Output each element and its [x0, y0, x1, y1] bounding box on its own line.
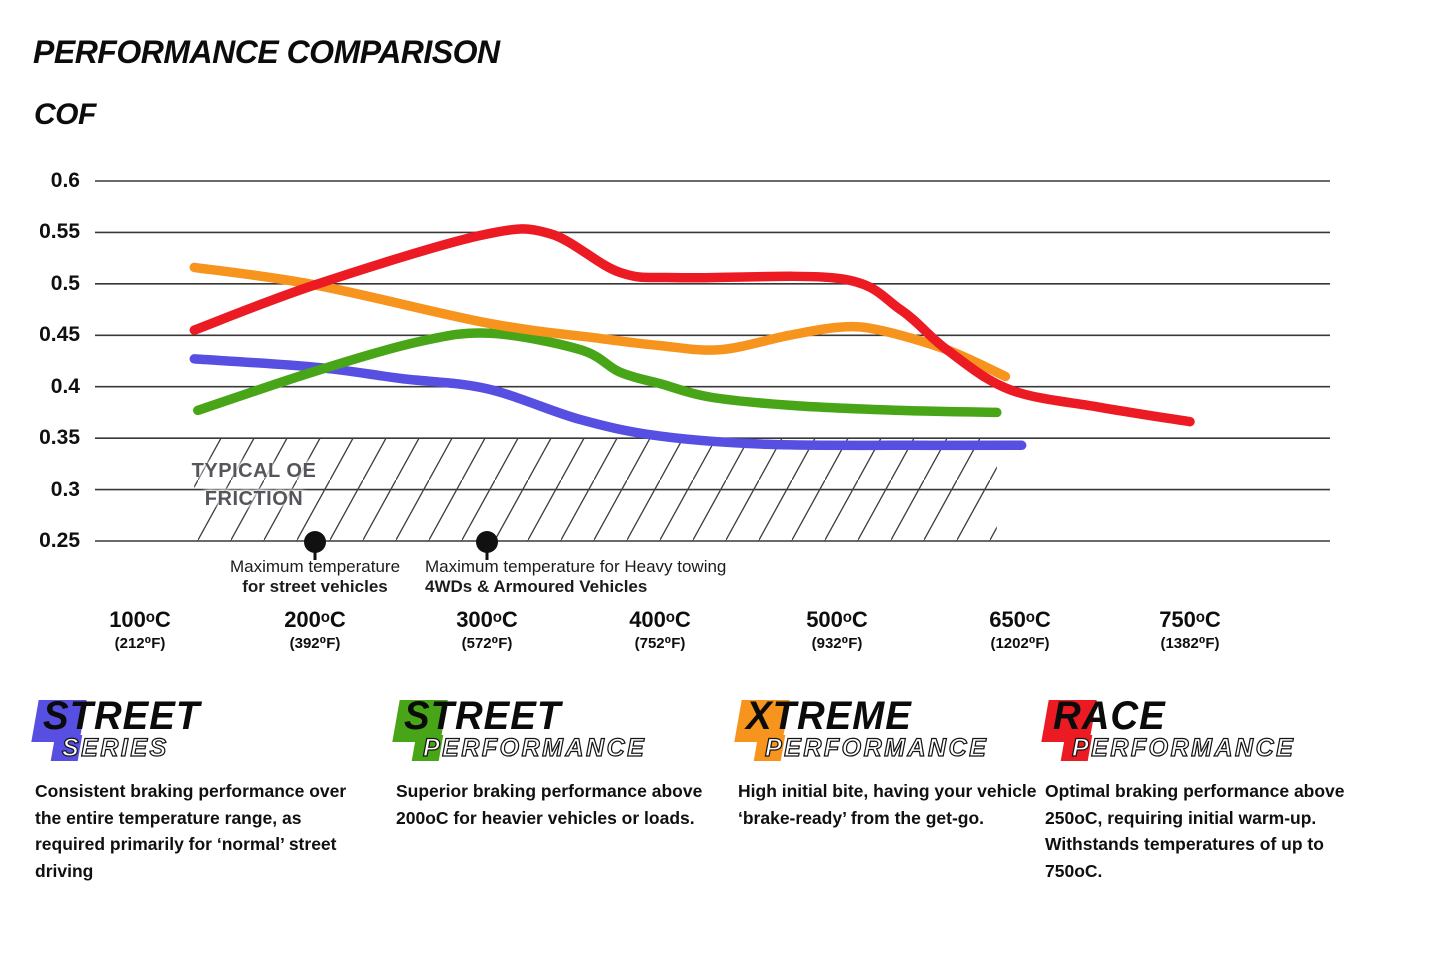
annotation-label — [425, 558, 765, 596]
annotation-marker-dot — [304, 531, 326, 553]
logo-word-top: STREET — [404, 694, 562, 738]
series-line-street-performance — [198, 333, 997, 412]
logo-word-top: STREET — [43, 694, 201, 738]
y-tick-label: 0.35 — [39, 426, 80, 450]
x-axis-category — [935, 608, 1105, 653]
legend-description: Optimal braking performance above 250oC, requiring initial warm-up. Withstands temperatures of up to 750oC. — [1045, 781, 1345, 881]
x-axis-category — [575, 608, 745, 653]
brand-logo — [738, 694, 1038, 764]
annotation-line1: Maximum temperature for Heavy towing — [425, 557, 727, 576]
annotation-line2: 4WDs & Armoured Vehicles — [425, 576, 648, 596]
x-label-celsius: 100ᵒC — [109, 607, 171, 632]
legend-item-street-performance — [396, 694, 728, 831]
x-label-fahrenheit: (932⁰F) — [811, 635, 863, 652]
x-axis-category — [55, 608, 225, 653]
annotation-line1: Maximum temperature — [229, 557, 401, 576]
y-tick-label: 0.3 — [50, 477, 80, 501]
logo-word-bottom: PERFORMANCE — [423, 734, 647, 762]
brand-logo — [396, 694, 728, 764]
legend-item-race-performance — [1045, 694, 1365, 884]
oe-friction-zone-label: TYPICAL OE FRICTION — [191, 460, 317, 510]
logo-word-bottom: PERFORMANCE — [765, 734, 989, 762]
y-tick-label: 0.55 — [39, 220, 80, 244]
x-axis-category — [402, 608, 572, 653]
x-label-celsius: 500ᵒC — [806, 607, 868, 632]
annotation-marker-dot — [476, 531, 498, 553]
logo-word-bottom: SERIES — [62, 734, 169, 762]
brand-logo — [35, 694, 372, 764]
x-axis-category — [752, 608, 922, 653]
x-label-fahrenheit: (752⁰F) — [634, 635, 686, 652]
y-tick-label: 0.6 — [50, 169, 80, 192]
annotation-line2: for street vehicles — [242, 576, 388, 596]
x-axis-category — [1105, 608, 1275, 653]
legend-item-xtreme-performance — [738, 694, 1038, 831]
logo-word-bottom: PERFORMANCE — [1072, 734, 1296, 762]
legend-description: High initial bite, having your vehicle ‘brake-ready’ from the get-go. — [738, 781, 1037, 828]
x-axis-category — [230, 608, 400, 653]
legend-description: Consistent braking performance over the entire temperature range, as required primarily for ‘normal’ street driving — [35, 781, 347, 881]
x-label-celsius: 200ᵒC — [284, 607, 346, 632]
page-title: PERFORMANCE COMPARISON — [33, 34, 500, 70]
x-label-fahrenheit: (212⁰F) — [114, 635, 166, 652]
logo-word-top: XTREME — [746, 694, 912, 738]
legend-description: Superior braking performance above 200oC for heavier vehicles or loads. — [396, 781, 703, 828]
x-label-celsius: 400ᵒC — [629, 607, 691, 632]
y-tick-label: 0.45 — [39, 323, 80, 347]
logo-word-top: RACE — [1053, 694, 1166, 738]
x-label-celsius: 650ᵒC — [989, 607, 1051, 632]
x-label-fahrenheit: (572⁰F) — [461, 635, 513, 652]
y-tick-label: 0.25 — [39, 529, 80, 552]
x-label-celsius: 750ᵒC — [1159, 607, 1221, 632]
brand-logo — [1045, 694, 1365, 764]
y-tick-label: 0.4 — [50, 374, 80, 398]
x-label-fahrenheit: (1202⁰F) — [990, 635, 1050, 652]
legend-item-street-series — [35, 694, 372, 884]
x-label-celsius: 300ᵒC — [456, 607, 518, 632]
x-label-fahrenheit: (1382⁰F) — [1160, 635, 1220, 652]
y-axis-title: COF — [34, 98, 96, 131]
y-tick-label: 0.5 — [50, 271, 80, 295]
x-label-fahrenheit: (392⁰F) — [289, 635, 341, 652]
